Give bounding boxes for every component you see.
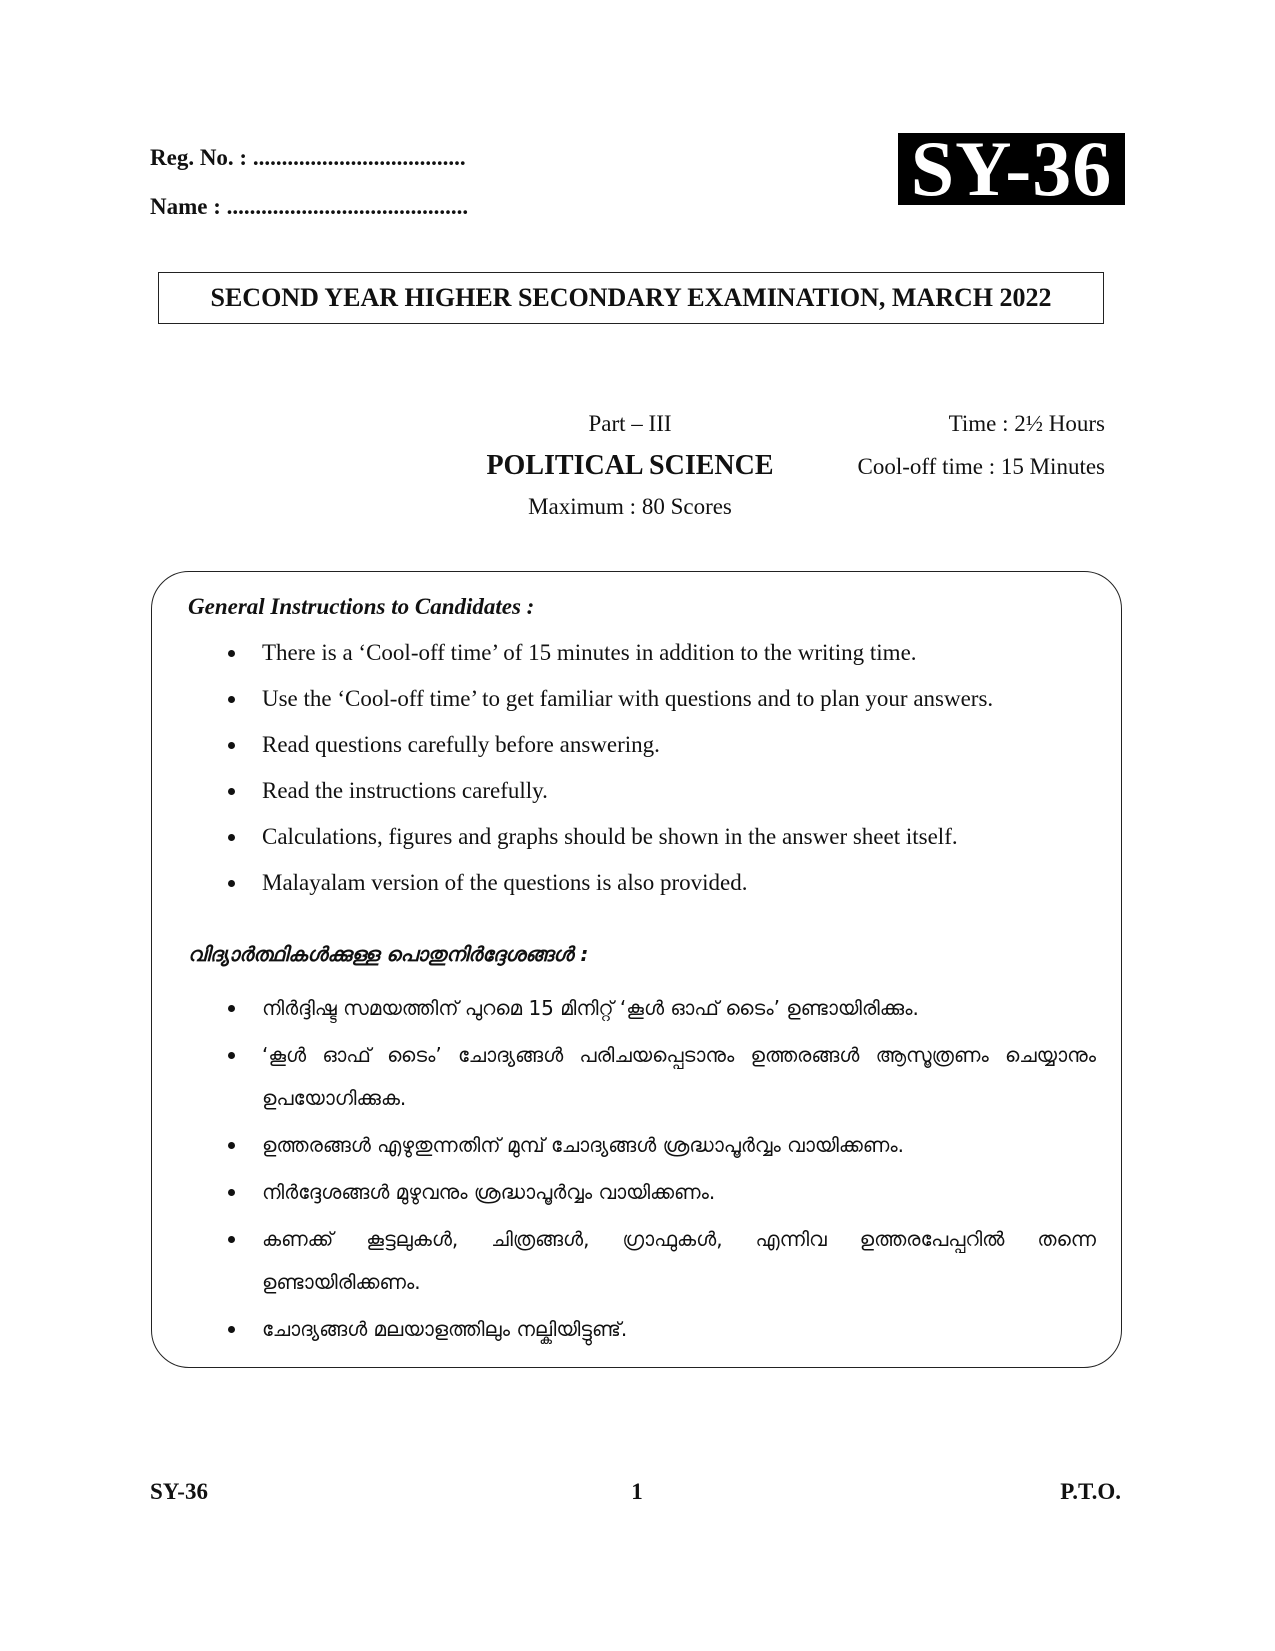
maximum-scores: Maximum : 80 Scores bbox=[528, 494, 732, 519]
list-item bbox=[226, 1218, 1096, 1304]
footer-paper-code: SY-36 bbox=[150, 1479, 208, 1504]
part-label: Part – III bbox=[588, 411, 672, 436]
instruction-text: കണക്ക് കൂട്ടലുകൾ, ചിത്രങ്ങൾ, ഗ്രാഫുകൾ, എന്നിവ ഉത്തരപേപ്പറിൽ തന്നെ ഉണ്ടായിരിക്കണം. bbox=[262, 1227, 1096, 1294]
english-instructions-heading: General Instructions to Candidates : bbox=[188, 594, 535, 619]
list-item bbox=[226, 638, 1096, 668]
instruction-text: Read the instructions carefully. bbox=[262, 778, 548, 803]
list-item bbox=[226, 730, 1096, 760]
paper-code-badge: SY-36 bbox=[898, 133, 1125, 205]
list-item bbox=[226, 868, 1096, 898]
instruction-text: Use the ‘Cool-off time’ to get familiar with questions and to plan your answers. bbox=[262, 686, 994, 711]
cool-off-time-label: Cool-off time : 15 Minutes bbox=[857, 454, 1105, 479]
instruction-text: Calculations, figures and graphs should be shown in the answer sheet itself. bbox=[262, 824, 958, 849]
exam-title: SECOND YEAR HIGHER SECONDARY EXAMINATION, MARCH 2022 bbox=[158, 272, 1104, 324]
page-number: 1 bbox=[631, 1479, 643, 1504]
list-item bbox=[226, 1171, 1096, 1214]
english-instructions-list bbox=[226, 638, 1096, 914]
instruction-text: ‘കൂൾ ഓഫ് ടൈം’ ചോദ്യങ്ങൾ പരിചയപ്പെടാനും ഉത്തരങ്ങൾ ആസൂത്രണം ചെയ്യാനും ഉപയോഗിക്കുക. bbox=[262, 1043, 1096, 1110]
instruction-text: Read questions carefully before answering. bbox=[262, 732, 660, 757]
malayalam-instructions-heading: വിദ്യാർത്ഥികൾക്കുള്ള പൊതുനിർദ്ദേശങ്ങൾ : bbox=[188, 942, 589, 966]
list-item bbox=[226, 1308, 1096, 1351]
list-item bbox=[226, 987, 1096, 1030]
list-item bbox=[226, 1034, 1096, 1120]
instruction-text: നിർദ്ദിഷ്ട സമയത്തിന് പുറമെ 15 മിനിറ്റ് ‘കൂൾ ഓഫ് ടൈം’ ഉണ്ടായിരിക്കും. bbox=[262, 996, 919, 1020]
name-field: Name : .......................................... bbox=[150, 194, 469, 219]
instruction-text: നിർദ്ദേശങ്ങൾ മുഴുവനും ശ്രദ്ധാപൂർവ്വം വായിക്കണം. bbox=[262, 1180, 716, 1204]
instruction-text: There is a ‘Cool-off time’ of 15 minutes in addition to the writing time. bbox=[262, 640, 917, 665]
please-turn-over-label: P.T.O. bbox=[1060, 1479, 1121, 1504]
malayalam-instructions-list bbox=[226, 987, 1096, 1355]
list-item bbox=[226, 776, 1096, 806]
instruction-text: ഉത്തരങ്ങൾ എഴുതുന്നതിന് മുമ്പ് ചോദ്യങ്ങൾ ശ്രദ്ധാപൂർവ്വം വായിക്കണം. bbox=[262, 1133, 904, 1157]
time-label: Time : 2½ Hours bbox=[948, 411, 1105, 436]
reg-no-field: Reg. No. : ..................................... bbox=[150, 145, 466, 170]
list-item bbox=[226, 684, 1096, 714]
instruction-text: Malayalam version of the questions is also provided. bbox=[262, 870, 748, 895]
subject-title: POLITICAL SCIENCE bbox=[486, 450, 774, 481]
list-item bbox=[226, 1124, 1096, 1167]
list-item bbox=[226, 822, 1096, 852]
instruction-text: ചോദ്യങ്ങൾ മലയാളത്തിലും നല്കിയിട്ടുണ്ട്. bbox=[262, 1317, 628, 1341]
